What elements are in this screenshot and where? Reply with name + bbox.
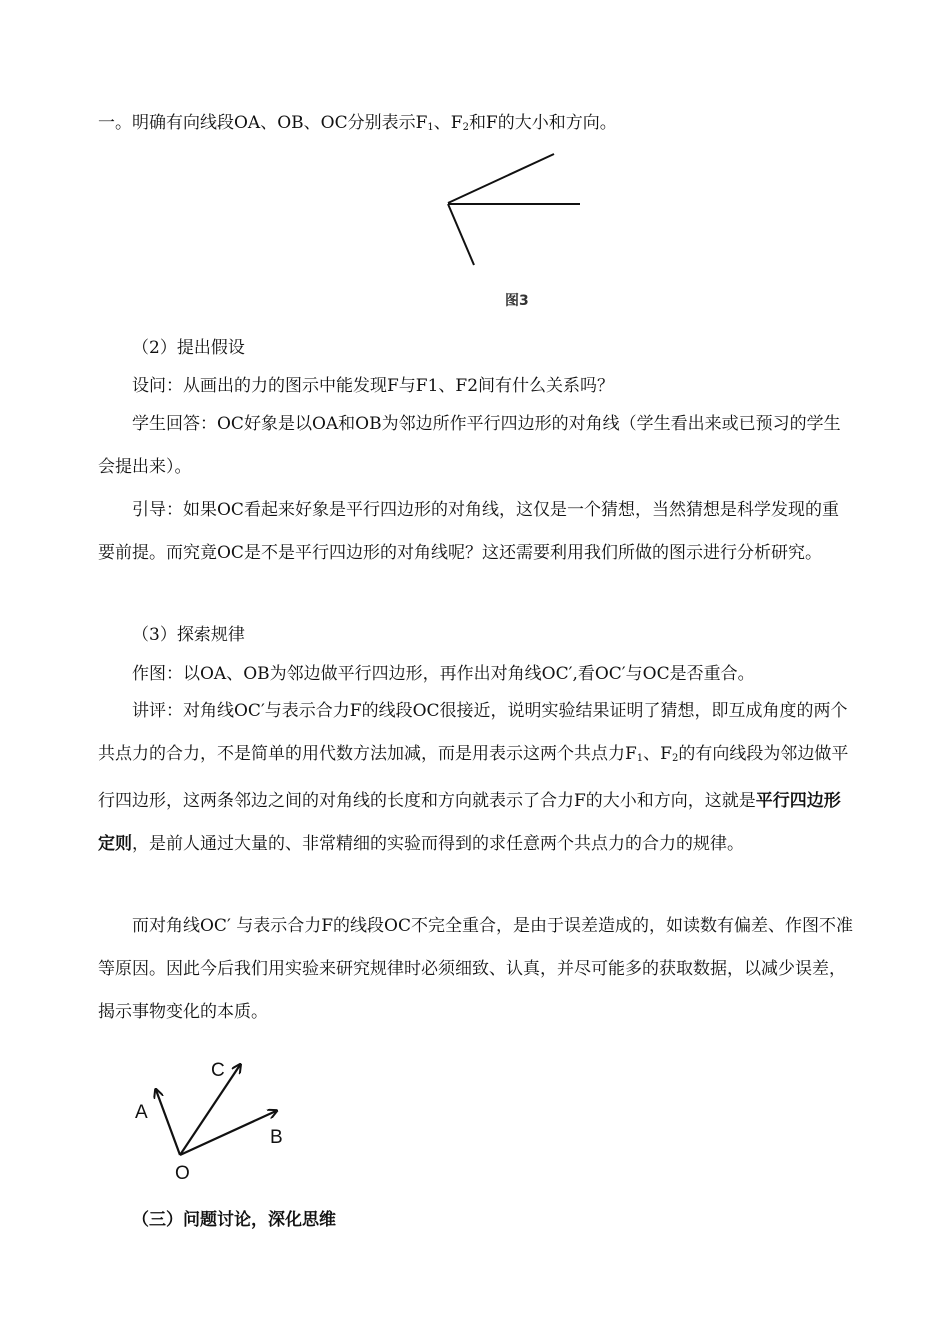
student-answer-paragraph: 学生回答：OC好象是以OA和OB为邻边所作平行四边形的对角线（学生看出来或已预习的学生会提出来）。 <box>98 414 841 477</box>
subscript-1: 1 <box>427 122 434 133</box>
guide-paragraph: 引导：如果OC看起来好象是平行四边形的对角线，这仅是一个猜想，当然猜想是科学发现的重要前提。而究竟OC是不是平行四边形的对角线呢？这还需要利用我们所做的图示进行分析研究。 <box>98 500 839 563</box>
comment-subscript-2: 2 <box>671 753 679 764</box>
question-paragraph: 设问：从画出的力的图示中能发现F与F1、F2间有什么关系吗？ <box>132 376 615 396</box>
comment-subscript-1: 1 <box>636 753 644 764</box>
intro-text-prefix: 一。明确有向线段OA、OB、OC分别表示F <box>98 113 428 133</box>
parallelogram-rule: 平行四边形定则 <box>98 791 841 854</box>
section-2-heading: （2）提出假设 <box>132 338 245 358</box>
label-c: C <box>211 1060 225 1081</box>
label-b: B <box>270 1127 283 1148</box>
label-o: O <box>175 1163 190 1184</box>
error-paragraph: 而对角线OC′ 与表示合力F的线段OC不完全重合，是由于误差造成的，如读数有偏差、作图不准等原因。因此今后我们用实验来研究规律时必须细致、认真，并尽可能多的获取数据，以减少误差，揭示事物变化的本质。 <box>98 916 853 1022</box>
comment-text-b: 、F <box>643 744 672 764</box>
intro-text-mid: 、F <box>433 113 463 133</box>
draw-paragraph: 作图：以OA、OB为邻边做平行四边形，再作出对角线OC′,看OC′与OC是否重合。 <box>132 664 755 684</box>
comment-text-c: 的有向线段为邻边做平行四边形，这两条邻边之间的对角线的长度和方向就表示了合力F的大小和方向，这就是 <box>98 744 849 811</box>
section-3-heading: （3）探索规律 <box>132 625 245 645</box>
intro-text-suffix: 和F的大小和方向。 <box>468 113 617 133</box>
comment-text-a: 讲评：对角线OC′与表示合力F的线段OC很接近，说明实验结果证明了猜想，即互成角度的两个共点力的合力，不是简单的用代数方法加减，而是用表示这两个共点力F <box>98 701 848 764</box>
figure-3-caption: 图3 <box>505 293 529 309</box>
comment-text-d: ，是前人通过大量的、非常精细的实验而得到的求任意两个共点力的合力的规律。 <box>132 834 744 854</box>
vector-oa <box>156 1090 180 1155</box>
subscript-2: 2 <box>462 122 469 133</box>
label-a: A <box>135 1102 148 1123</box>
section-three-heading: （三）问题讨论，深化思维 <box>132 1210 336 1230</box>
